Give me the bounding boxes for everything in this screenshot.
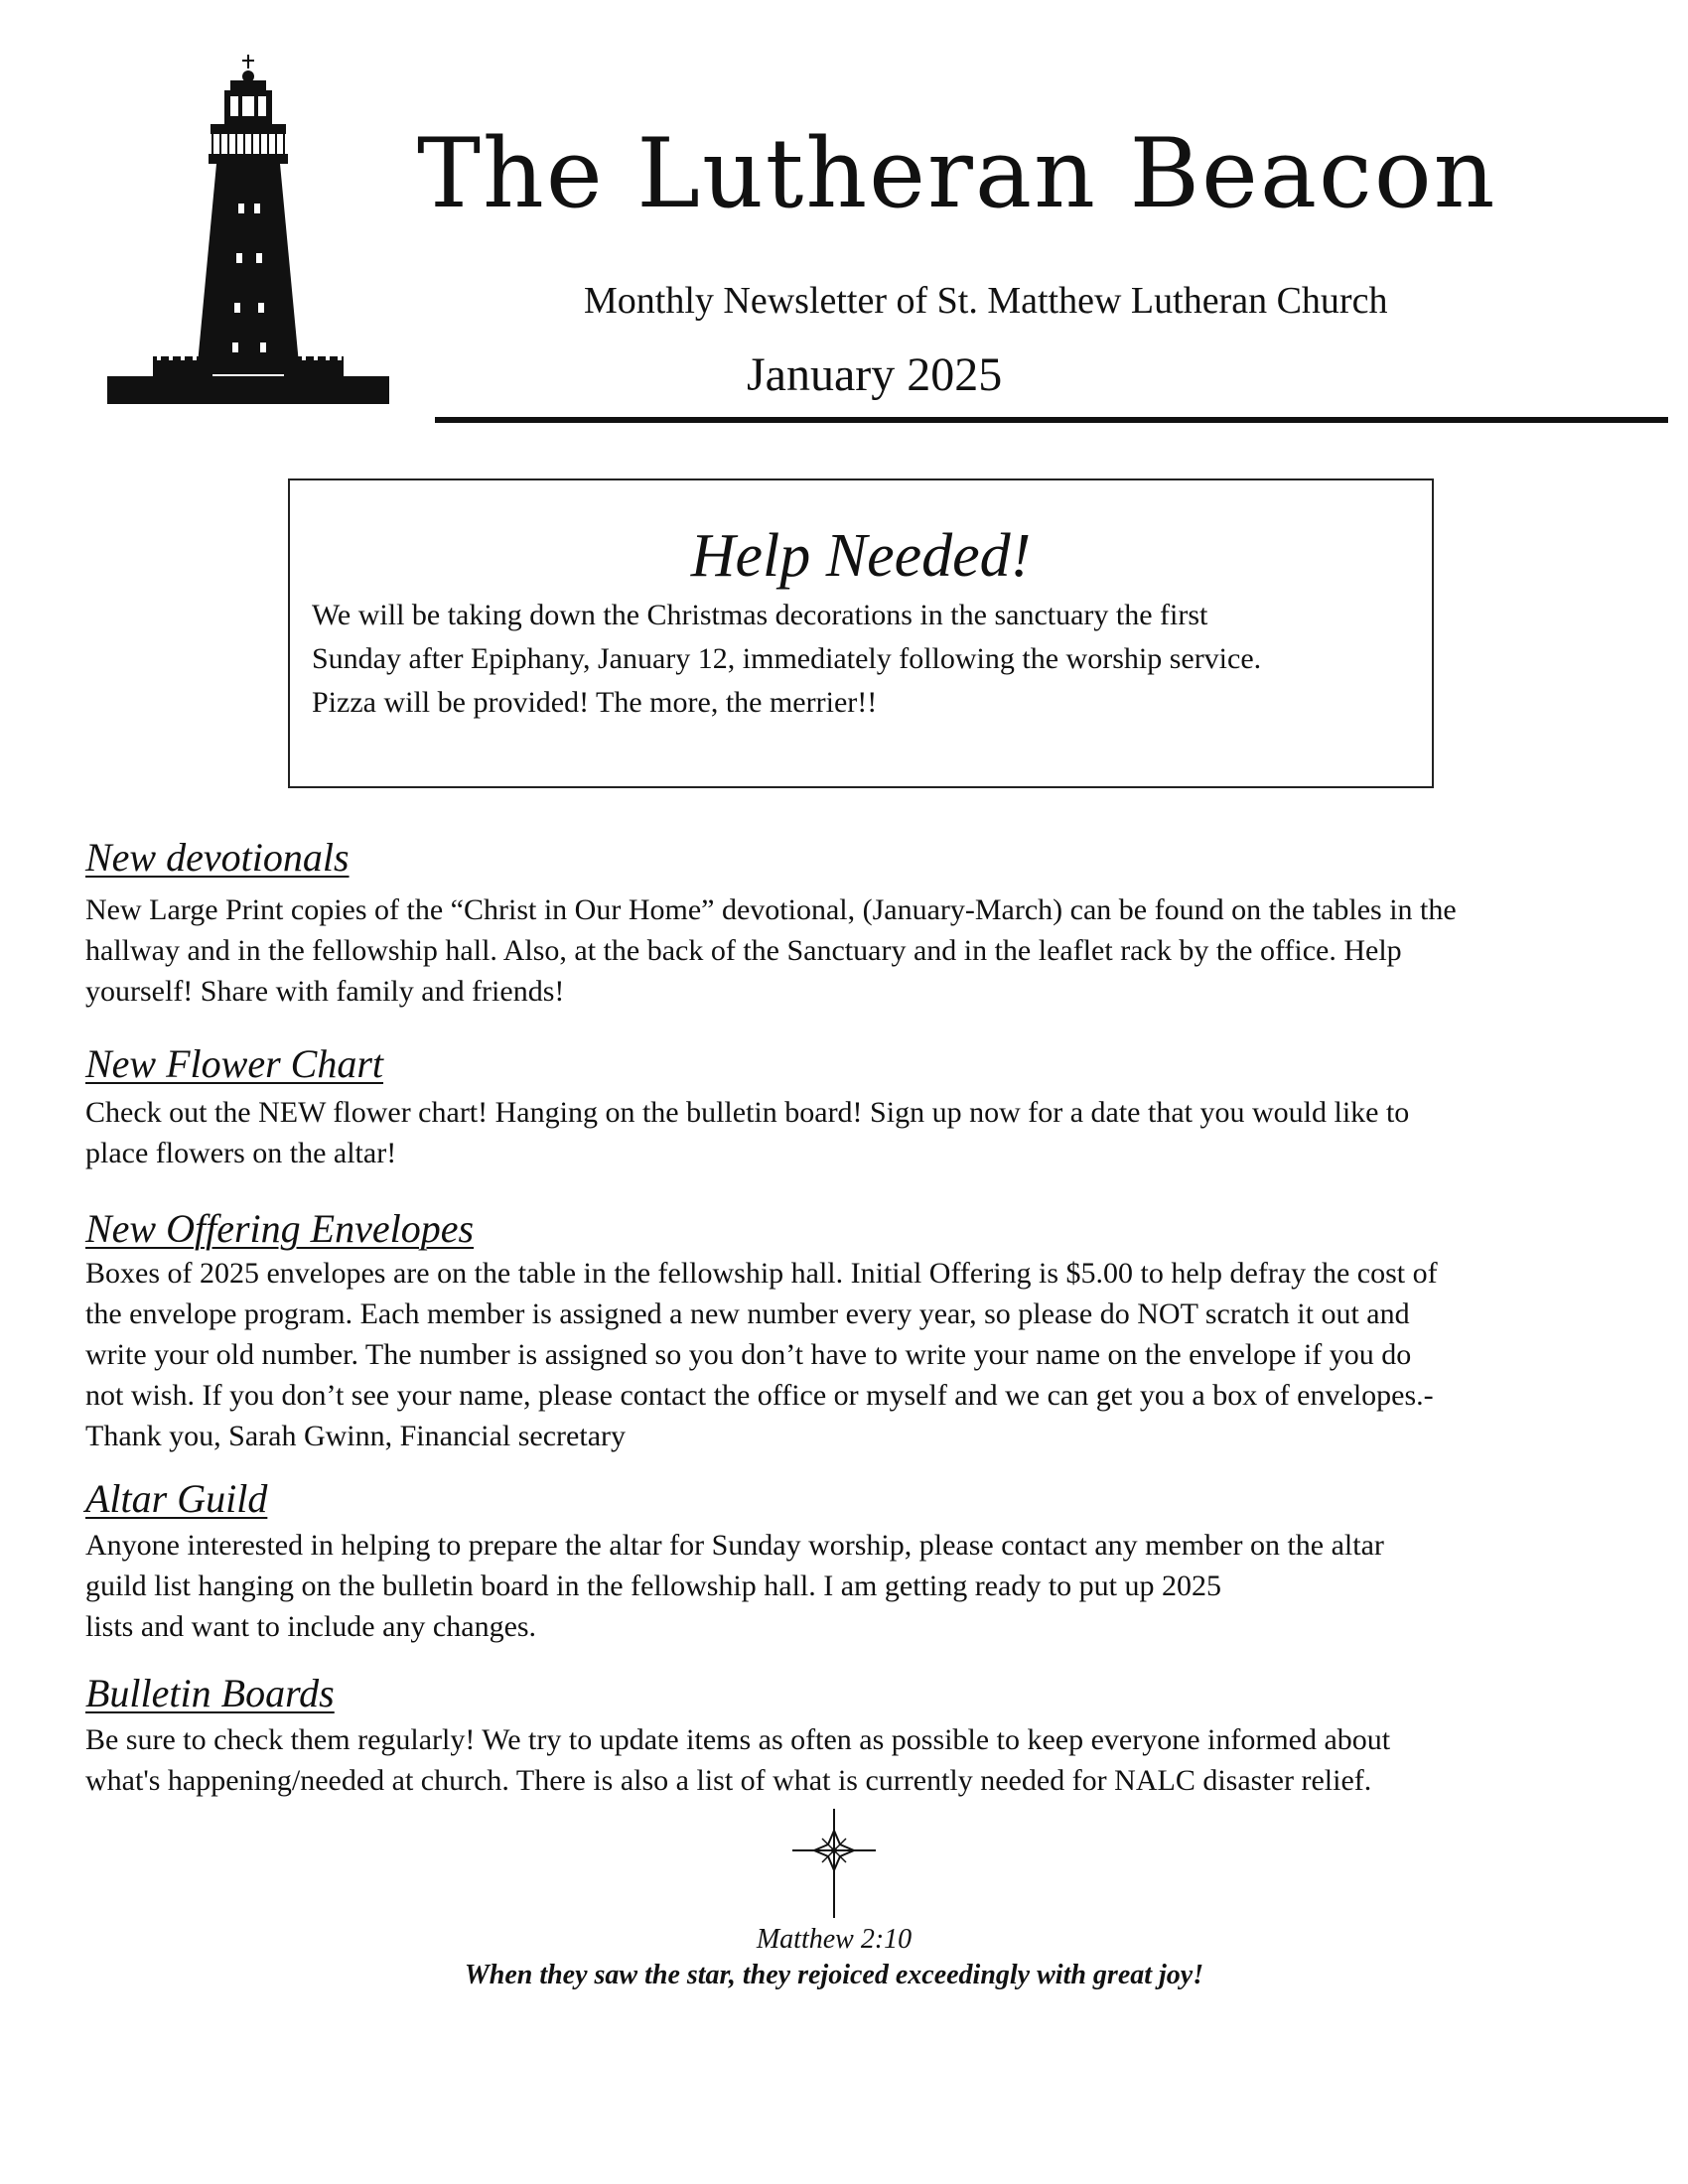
body-line: not wish. If you don’t see your name, please contact the office or myself and we can get you a box of envelopes.- [85,1379,1434,1412]
body-line: lists and want to include any changes. [85,1610,537,1643]
body-line: guild list hanging on the bulletin board in the fellowship hall. I am getting ready to put up 2025 [85,1570,1221,1602]
help-needed-text [312,594,1412,725]
body-line: Be sure to check them regularly! We try to update items as often as possible to keep everyone informed about [85,1723,1391,1756]
newsletter-title: The Lutheran Beacon [417,118,1497,229]
section-body-new-devotionals [85,889,1595,1012]
header-divider [435,417,1668,423]
star-icon [792,1809,876,1918]
body-line: Check out the NEW flower chart! Hanging on the bulletin board! Sign up now for a date that you would like to [85,1096,1410,1129]
lighthouse-logo-icon [99,55,397,412]
newsletter-subtitle: Monthly Newsletter of St. Matthew Lutheran Church [584,280,1388,322]
body-line: what's happening/needed at church. There is also a list of what is currently needed for NALC disaster relief. [85,1764,1372,1797]
section-body-bulletin-boards [85,1719,1595,1801]
issue-date: January 2025 [747,348,1003,401]
section-body-altar-guild [85,1525,1595,1647]
body-line: yourself! Share with family and friends! [85,975,565,1008]
help-line: Sunday after Epiphany, January 12, immediately following the worship service. [312,642,1262,675]
section-heading-new-flower-chart: New Flower Chart [85,1041,384,1086]
body-line: Anyone interested in helping to prepare the altar for Sunday worship, please contact any member on the altar [85,1529,1384,1562]
body-line: Thank you, Sarah Gwinn, Financial secretary [85,1420,626,1452]
body-line: Boxes of 2025 envelopes are on the table in the fellowship hall. Initial Offering is $5.00 to help defray the cost of [85,1257,1438,1290]
section-body-new-flower-chart [85,1092,1595,1173]
section-heading-bulletin-boards: Bulletin Boards [85,1671,335,1715]
help-needed-title: Help Needed! [690,522,1032,590]
body-line: the envelope program. Each member is assigned a new number every year, so please do NOT scratch it out and [85,1297,1410,1330]
section-heading-altar-guild: Altar Guild [85,1476,268,1521]
verse-reference: Matthew 2:10 [756,1924,913,1955]
body-line: place flowers on the altar! [85,1137,397,1169]
help-line: We will be taking down the Christmas decorations in the sanctuary the first [312,599,1208,631]
body-line: hallway and in the fellowship hall. Also, at the back of the Sanctuary and in the leaflet rack by the office. Help [85,934,1402,967]
verse-text: When they saw the star, they rejoiced exceedingly with great joy! [464,1960,1204,1990]
body-line: write your old number. The number is assigned so you don’t have to write your name on the envelope if you do [85,1338,1412,1371]
section-body-new-offering-envelopes [85,1253,1595,1456]
section-heading-new-devotionals: New devotionals [85,835,350,880]
body-line: New Large Print copies of the “Christ in Our Home” devotional, (January-March) can be found on the tables in the [85,893,1457,926]
help-line: Pizza will be provided! The more, the merrier!! [312,686,878,719]
section-heading-new-offering-envelopes: New Offering Envelopes [85,1206,475,1251]
